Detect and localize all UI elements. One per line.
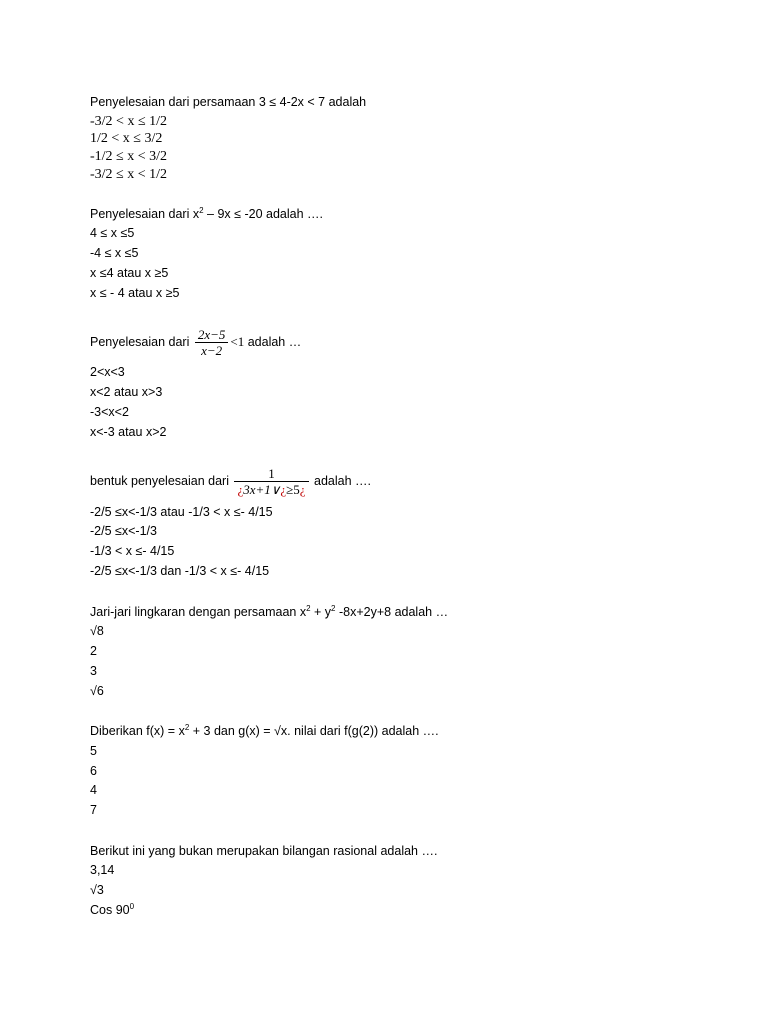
question-3-prompt [90, 326, 301, 358]
question-7-option [90, 902, 134, 918]
fraction-denominator: x−2 [201, 343, 223, 359]
question-5-option: 3 [90, 664, 97, 678]
question-4-option: -2/5 ≤x<-1/3 atau -1/3 < x ≤- 4/15 [90, 505, 273, 519]
option-text: Cos 90 [90, 903, 130, 917]
question-4-prompt [90, 465, 371, 497]
fraction-denominator [234, 482, 308, 497]
question-2-option: 4 ≤ x ≤5 [90, 226, 135, 240]
question-7-option: √3 [90, 883, 104, 897]
superscript: 2 [331, 604, 336, 613]
prompt-text: – 9x ≤ -20 adalah …. [203, 207, 323, 221]
question-3-option: -3<x<2 [90, 405, 129, 419]
prompt-text: -8x+2y+8 adalah … [335, 605, 449, 619]
fraction [234, 466, 308, 497]
question-4-option: -2/5 ≤x<-1/3 [90, 524, 157, 538]
question-7-option: 3,14 [90, 863, 115, 877]
question-5-option: √6 [90, 684, 104, 698]
question-6-option: 6 [90, 764, 97, 778]
question-3-option: x<2 atau x>3 [90, 385, 163, 399]
prompt-text: Penyelesaian dari x [90, 207, 200, 221]
question-3-option: x<-3 atau x>2 [90, 425, 167, 439]
prompt-text: Penyelesaian dari [90, 335, 193, 349]
superscript: 2 [306, 604, 311, 613]
prompt-text: + 3 dan g(x) = √x. nilai dari f(g(2)) adalah …. [189, 724, 439, 738]
question-3-option: 2<x<3 [90, 365, 125, 379]
prompt-text: adalah … [244, 335, 302, 349]
question-2-option: x ≤ - 4 atau x ≥5 [90, 286, 180, 300]
degree-superscript: 0 [129, 902, 135, 911]
question-6-option: 7 [90, 803, 97, 817]
prompt-text: + y [310, 605, 332, 619]
question-2-option: x ≤4 atau x ≥5 [90, 266, 169, 280]
fraction-numerator: 1 [268, 466, 275, 482]
question-2-prompt [90, 206, 323, 222]
superscript: 2 [184, 723, 190, 732]
superscript: 2 [199, 206, 204, 215]
question-7-prompt: Berikut ini yang bukan merupakan bilangan rasional adalah …. [90, 844, 438, 858]
prompt-text: Diberikan f(x) = x [90, 724, 185, 738]
inequality-text: <1 [230, 334, 245, 349]
denominator-text: ≥5 [286, 482, 300, 498]
question-1-option: -3/2 ≤ x < 1/2 [90, 167, 168, 182]
question-1-option: -3/2 < x ≤ 1/2 [90, 114, 168, 129]
inverted-question-mark: ¿ [237, 482, 244, 498]
question-4-option: -2/5 ≤x<-1/3 dan -1/3 < x ≤- 4/15 [90, 564, 270, 578]
prompt-text: adalah …. [310, 474, 371, 488]
question-2-option: -4 ≤ x ≤5 [90, 246, 139, 260]
question-4-option: -1/3 < x ≤- 4/15 [90, 544, 175, 558]
inverted-question-mark: ¿ [280, 482, 287, 498]
question-5-prompt [90, 604, 448, 620]
question-5-option: 2 [90, 644, 97, 658]
question-1-option: -1/2 ≤ x < 3/2 [90, 149, 168, 164]
fraction [195, 327, 229, 358]
denominator-text: 3x+1∨ [243, 482, 281, 498]
prompt-text: Jari-jari lingkaran dengan persamaan x [90, 605, 307, 619]
question-5-option: √8 [90, 624, 104, 638]
question-6-prompt [90, 723, 439, 739]
fraction-numerator: 2x−5 [197, 327, 226, 343]
question-1-option: 1/2 < x ≤ 3/2 [90, 131, 163, 146]
prompt-text: bentuk penyelesaian dari [90, 474, 233, 488]
question-6-option: 5 [90, 744, 97, 758]
inverted-question-mark: ¿ [299, 482, 306, 498]
question-1-prompt: Penyelesaian dari persamaan 3 ≤ 4-2x < 7 adalah [90, 95, 367, 109]
question-6-option: 4 [90, 783, 97, 797]
